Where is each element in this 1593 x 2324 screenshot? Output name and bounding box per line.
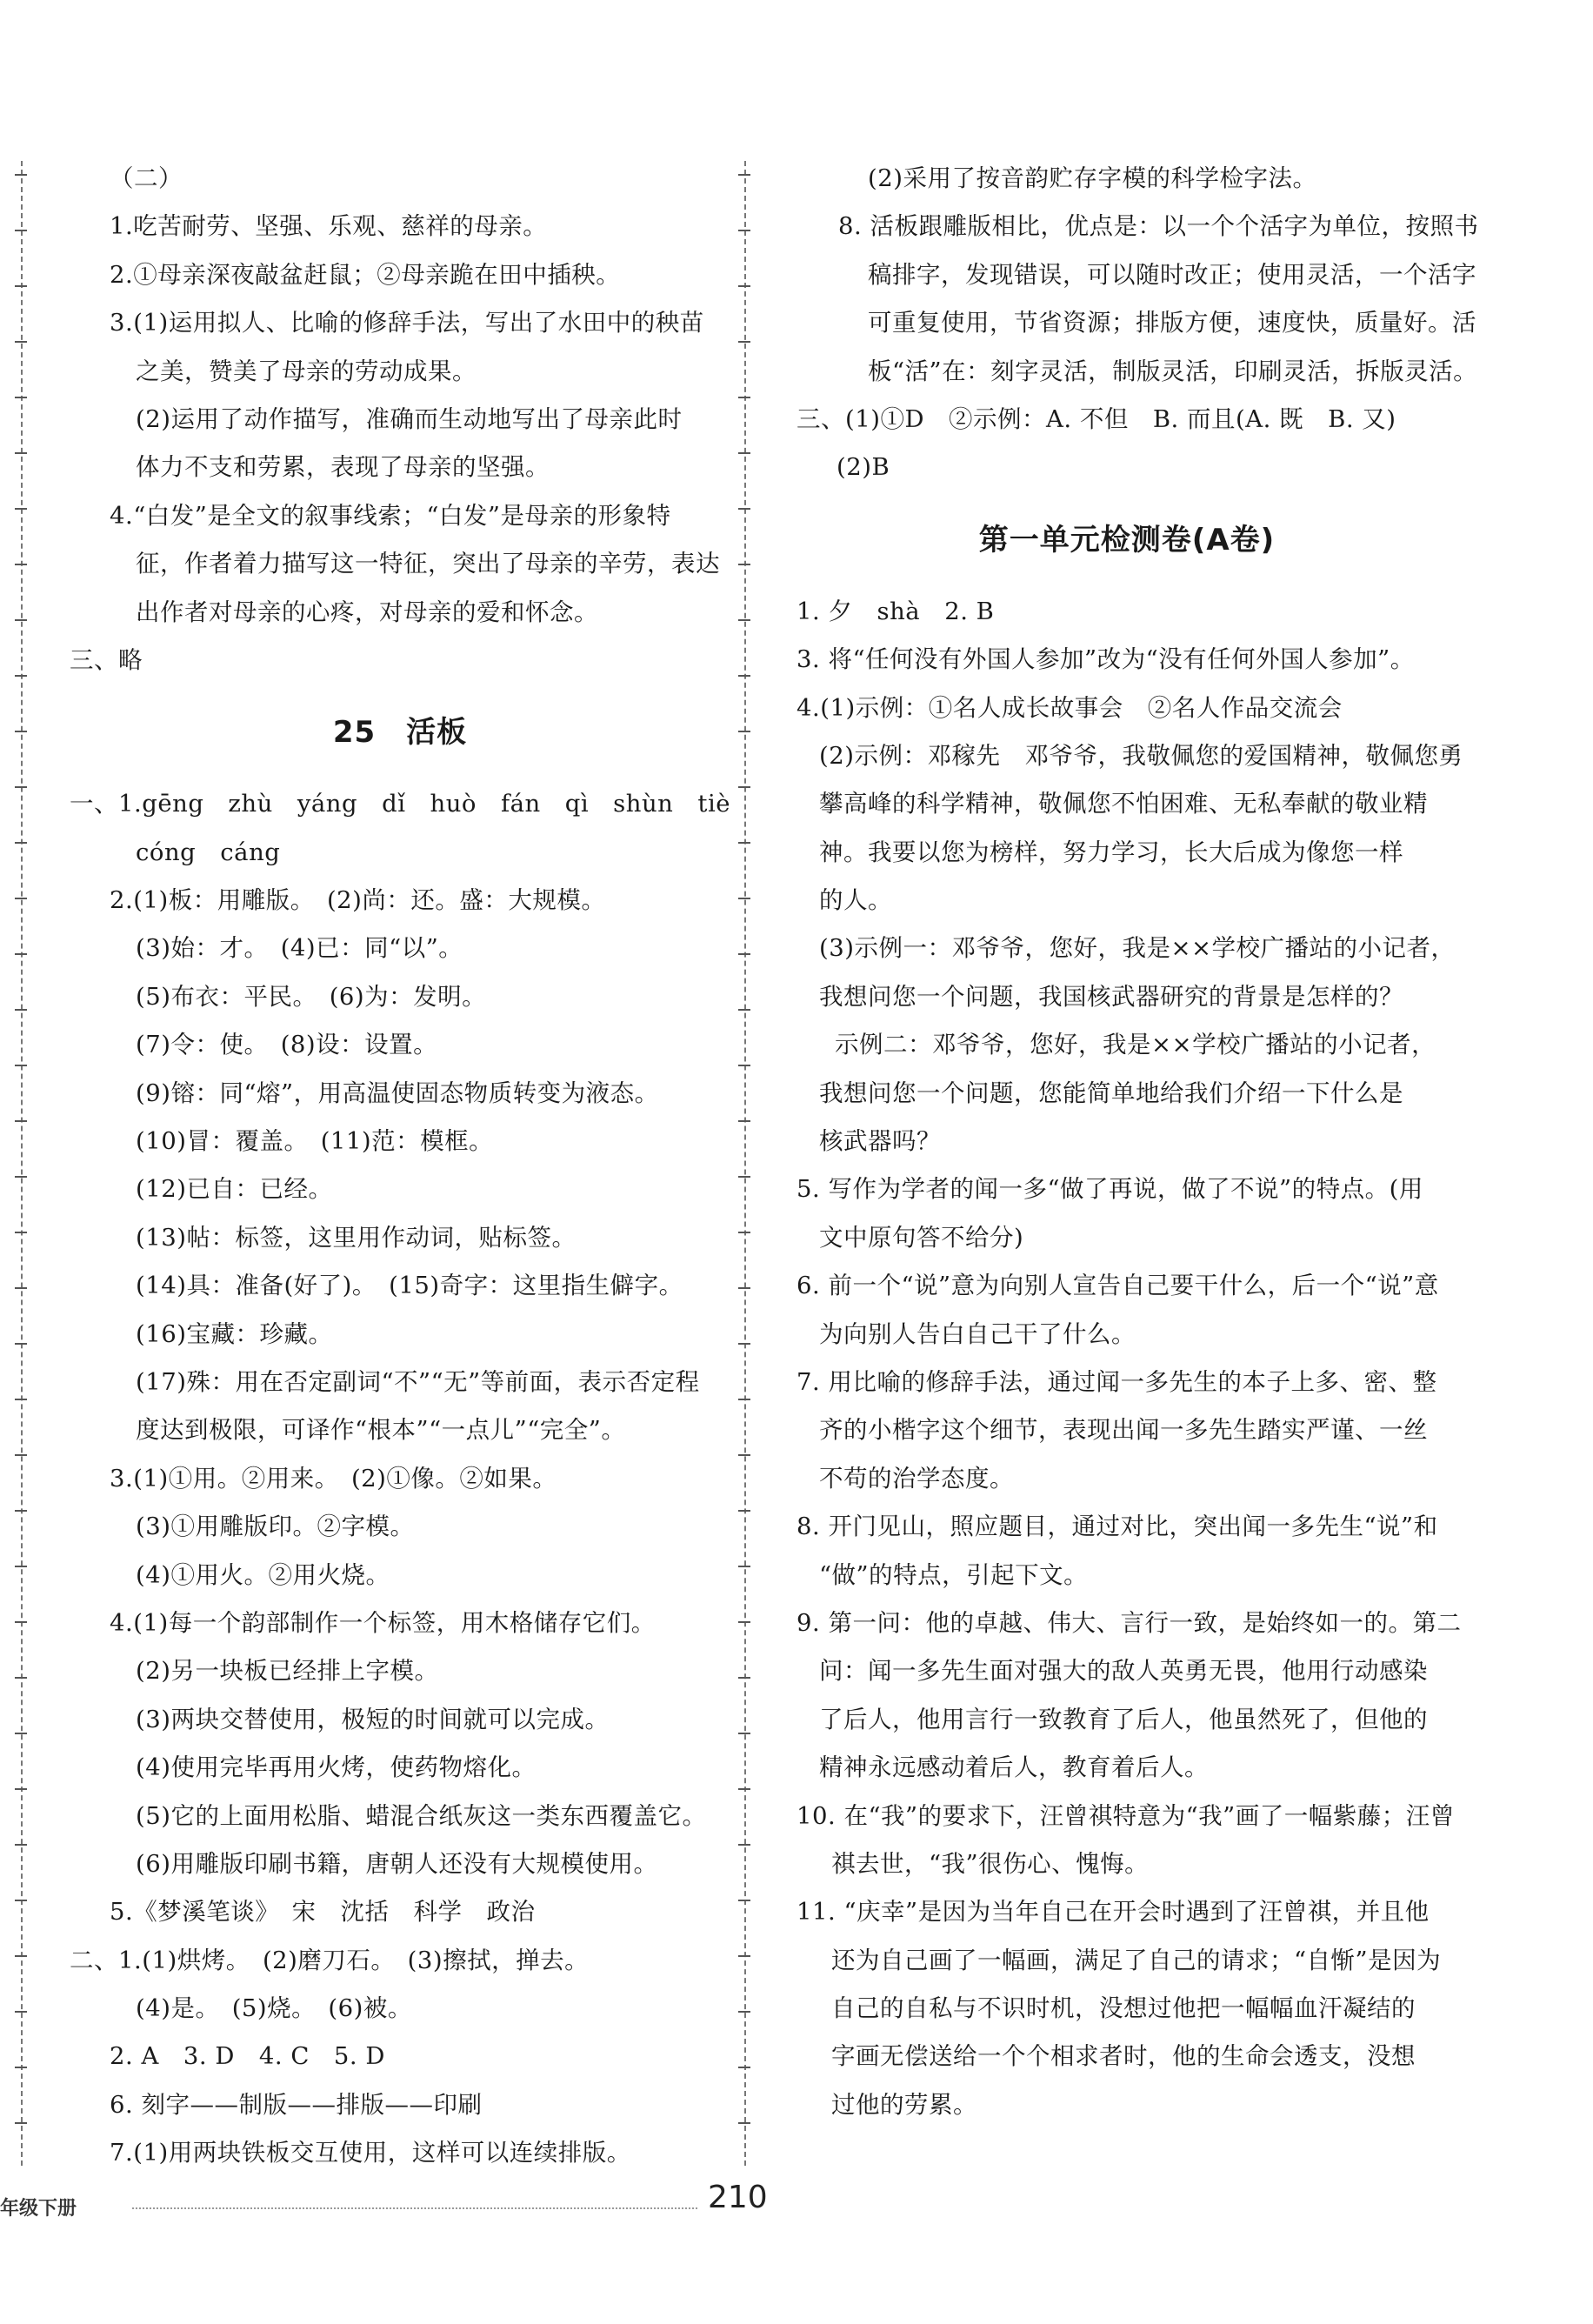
text-line: 攀高峰的科学精神，敬佩您不怕困难、无私奉献的敬业精 [819, 790, 1428, 818]
text-line: 可重复使用，节省资源；排版方便，速度快，质量好。活 [868, 309, 1476, 337]
cut-mark-tick [15, 2122, 27, 2124]
cut-mark-tick [738, 1287, 750, 1289]
cut-mark-tick [738, 174, 750, 176]
cut-mark-tick [15, 1454, 27, 1456]
text-line: 二、1.(1)烘烤。 (2)磨刀石。 (3)擦拭，掸去。 [70, 1946, 590, 1974]
right-column [796, 155, 1479, 2129]
cut-mark-tick [15, 1176, 27, 1178]
text-line: 2.(1)板：用雕版。 (2)尚：还。盛：大规模。 [110, 886, 606, 915]
cut-mark-tick [15, 1399, 27, 1400]
cut-mark-tick [738, 1065, 750, 1066]
page-number: 210 [708, 2180, 768, 2215]
text-line: (4)①用火。②用火烧。 [136, 1560, 390, 1589]
cut-mark-tick [15, 397, 27, 398]
cut-mark-tick [738, 898, 750, 899]
text-line: (16)宝藏：珍藏。 [136, 1319, 333, 1348]
text-line: 10. 在“我”的要求下，汪曾祺特意为“我”画了一幅紫藤；汪曾 [796, 1801, 1455, 1830]
cut-mark-tick [738, 1510, 750, 1512]
text-line: 体力不支和劳累，表现了母亲的坚强。 [136, 453, 550, 482]
cut-mark-tick [15, 1232, 27, 1233]
cut-mark-tick [15, 174, 27, 176]
text-line: 度达到极限，可译作“根本”“一点儿”“完全”。 [136, 1416, 626, 1445]
left-column [70, 155, 730, 2178]
text-line: 板“活”在：刻字灵活，制版灵活，印刷灵活，拆版灵活。 [868, 357, 1478, 385]
text-line: (14)具：准备(好了)。 (15)奇字：这里指生僻字。 [136, 1272, 683, 1300]
text-line: (10)冒：覆盖。 (11)范：模框。 [136, 1127, 494, 1156]
cut-mark-tick [738, 1955, 750, 1957]
cut-mark-tick [15, 786, 27, 788]
text-line: 征，作者着力描写这一特征，突出了母亲的辛劳，表达 [136, 550, 720, 578]
cut-mark-tick [15, 285, 27, 287]
text-line: 我想问您一个问题，您能简单地给我们介绍一下什么是 [819, 1079, 1403, 1107]
text-line: 为向别人告白自己干了什么。 [819, 1319, 1136, 1348]
cut-mark-tick [15, 1733, 27, 1734]
text-line: 过他的劳累。 [831, 2090, 977, 2119]
text-line: (7)令：使。 (8)设：设置。 [136, 1031, 438, 1059]
binding-cut-mark-left [21, 161, 23, 2166]
cut-mark-tick [738, 2067, 750, 2068]
cut-mark-tick [15, 2067, 27, 2068]
cut-mark-tick [15, 619, 27, 621]
cut-mark-tick [738, 285, 750, 287]
text-line: “做”的特点，引起下文。 [819, 1560, 1089, 1589]
text-line: 2.①母亲深夜敲盆赶鼠；②母亲跪在田中插秧。 [110, 260, 621, 289]
text-line: (2)B [836, 453, 890, 482]
cut-mark-tick [15, 1343, 27, 1345]
cut-mark-tick [738, 2122, 750, 2124]
text-line: (3)示例一：邓爷爷，您好，我是××学校广播站的小记者， [819, 934, 1456, 963]
text-line: (3)两块交替使用，极短的时间就可以完成。 [136, 1705, 610, 1733]
text-line: 7.(1)用两块铁板交互使用，这样可以连续排版。 [110, 2139, 631, 2167]
text-line: (13)帖：标签，这里用作动词，贴标签。 [136, 1223, 577, 1252]
text-line: (3)①用雕版印。②字模。 [136, 1513, 415, 1541]
cut-mark-tick [15, 1065, 27, 1066]
text-line: （二） [110, 164, 183, 192]
text-line: 3.(1)运用拟人、比喻的修辞手法，写出了水田中的秧苗 [110, 309, 704, 337]
cut-mark-tick [738, 619, 750, 621]
cut-mark-tick [738, 1733, 750, 1734]
text-line: (2)采用了按音韵贮存字模的科学检字法。 [868, 164, 1317, 192]
text-line: 11. “庆幸”是因为当年自己在开会时遇到了汪曾祺，并且他 [796, 1898, 1430, 1927]
text-line: 我想问您一个问题，我国核武器研究的背景是怎样的？ [819, 982, 1403, 1011]
cut-mark-tick [15, 842, 27, 844]
text-line: (17)殊：用在否定副词“不”“无”等前面，表示否定程 [136, 1367, 700, 1396]
cut-mark-tick [15, 1287, 27, 1289]
cut-mark-tick [15, 564, 27, 565]
cut-mark-tick [738, 1788, 750, 1790]
cut-mark-tick [15, 1009, 27, 1011]
text-line: 核武器吗？ [819, 1127, 941, 1156]
text-line: 1.吃苦耐劳、坚强、乐观、慈祥的母亲。 [110, 212, 548, 241]
cut-mark-tick [15, 1510, 27, 1512]
cut-mark-tick [738, 1176, 750, 1178]
text-line: 示例二：邓爷爷，您好，我是××学校广播站的小记者， [835, 1031, 1436, 1059]
text-line: 三、略 [70, 645, 143, 674]
cut-mark-tick [738, 786, 750, 788]
text-line: (12)已自：已经。 [136, 1175, 333, 1204]
cut-mark-tick [15, 1788, 27, 1790]
text-line: 了后人，他用言行一致教育了后人，他虽然死了，但他的 [819, 1705, 1428, 1733]
cut-mark-tick [15, 1955, 27, 1957]
cut-mark-tick [738, 1566, 750, 1567]
cut-mark-tick [738, 1844, 750, 1846]
text-line: (2)另一块板已经排上字模。 [136, 1657, 439, 1686]
text-line: (2)运用了动作描写，准确而生动地写出了母亲此时 [136, 404, 683, 433]
text-line: 3.(1)①用。②用来。 (2)①像。②如果。 [110, 1464, 557, 1493]
text-line: 4.(1)示例：①名人成长故事会 ②名人作品交流会 [796, 693, 1343, 722]
text-line: 6. 刻字——制版——排版——印刷 [110, 2090, 483, 2119]
cut-mark-tick [15, 1566, 27, 1567]
text-line: 4.(1)每一个韵部制作一个标签，用木格储存它们。 [110, 1608, 656, 1637]
cut-mark-tick [15, 731, 27, 732]
text-line: 齐的小楷字这个细节，表现出闻一多先生踏实严谨、一丝 [819, 1416, 1428, 1445]
text-line: 字画无偿送给一个个相求者时，他的生命会透支，没想 [831, 2042, 1416, 2071]
text-line: 祺去世，“我”很伤心、愧悔。 [831, 1849, 1150, 1878]
cut-mark-tick [738, 1900, 750, 1901]
grade-label: 年级下册 [0, 2198, 77, 2220]
text-line: 3. 将“任何没有外国人参加”改为“没有任何外国人参加”。 [796, 645, 1415, 674]
cut-mark-tick [15, 341, 27, 343]
text-line: 之美，赞美了母亲的劳动成果。 [136, 357, 477, 385]
cut-mark-tick [738, 675, 750, 677]
binding-cut-mark-center [744, 161, 746, 2166]
cut-mark-tick [15, 1120, 27, 1122]
text-line: 2. A 3. D 4. C 5. D [110, 2042, 385, 2071]
cut-mark-tick [738, 397, 750, 398]
text-line: (9)镕：同“熔”，用高温使固态物质转变为液态。 [136, 1079, 659, 1107]
text-line: (2)示例：邓稼先 邓爷爷，我敬佩您的爱国精神，敬佩您勇 [819, 741, 1463, 770]
text-line: 5.《梦溪笔谈》 宋 沈括 科学 政治 [110, 1898, 536, 1927]
cut-mark-tick [738, 1454, 750, 1456]
cut-mark-tick [738, 1009, 750, 1011]
text-line: 8. 开门见山，照应题目，通过对比，突出闻一多先生“说”和 [796, 1513, 1438, 1541]
cut-mark-tick [738, 230, 750, 231]
cut-mark-tick [738, 731, 750, 732]
cut-mark-tick [15, 1900, 27, 1901]
text-line: 7. 用比喻的修辞手法，通过闻一多先生的本子上多、密、整 [796, 1367, 1437, 1396]
text-line: 精神永远感动着后人，教育着后人。 [819, 1753, 1209, 1782]
cut-mark-tick [738, 452, 750, 454]
cut-mark-tick [738, 341, 750, 343]
text-line: 1. 夕 shà 2. B [796, 597, 995, 625]
text-line: 文中原句答不给分) [819, 1223, 1024, 1252]
text-line: 不苟的治学态度。 [819, 1464, 1014, 1493]
cut-mark-tick [738, 2011, 750, 2013]
cut-mark-tick [15, 230, 27, 231]
section-title: 第一单元检测卷(A卷) [978, 522, 1276, 558]
cut-mark-tick [738, 564, 750, 565]
text-line: (4)是。 (5)烧。 (6)被。 [136, 1994, 412, 2023]
text-line: (4)使用完毕再用火烤，使药物熔化。 [136, 1753, 537, 1782]
text-line: 三、(1)①D ②示例：A. 不但 B. 而且(A. 既 B. 又) [796, 404, 1396, 433]
cut-mark-tick [15, 1677, 27, 1679]
text-line: 6. 前一个“说”意为向别人宣告自己要干什么，后一个“说”意 [796, 1272, 1439, 1300]
cut-mark-tick [15, 953, 27, 955]
cut-mark-tick [15, 1844, 27, 1846]
text-line: 9. 第一问：他的卓越、伟大、言行一致，是始终如一的。第二 [796, 1608, 1462, 1637]
text-line: (6)用雕版印刷书籍，唐朝人还没有大规模使用。 [136, 1849, 658, 1878]
text-line: 问：闻一多先生面对强大的敌人英勇无畏，他用行动感染 [819, 1657, 1428, 1686]
text-line: (3)始：才。 (4)已：同“以”。 [136, 934, 463, 963]
text-line: 出作者对母亲的心疼，对母亲的爱和怀念。 [136, 598, 598, 626]
text-line: 4.“白发”是全文的叙事线索；“白发”是母亲的形象特 [110, 501, 671, 530]
cut-mark-tick [738, 1677, 750, 1679]
footer-dotted-rule [132, 2207, 697, 2209]
cut-mark-tick [738, 842, 750, 844]
cut-mark-tick [738, 508, 750, 510]
cut-mark-tick [738, 1399, 750, 1400]
cut-mark-tick [738, 1621, 750, 1623]
cut-mark-tick [15, 508, 27, 510]
text-line: 还为自己画了一幅画，满足了自己的请求；“自惭”是因为 [831, 1946, 1442, 1974]
section-title: 25 活板 [332, 715, 468, 751]
cut-mark-tick [738, 1232, 750, 1233]
text-line: 8. 活板跟雕版相比，优点是：以一个个活字为单位，按照书 [838, 212, 1479, 241]
text-line: 一、1.gēng zhù yáng dǐ huò fán qì shùn tiè [70, 790, 731, 818]
cut-mark-tick [15, 675, 27, 677]
text-line: 神。我要以您为榜样，努力学习，长大后成为像您一样 [819, 838, 1403, 866]
cut-mark-tick [738, 1343, 750, 1345]
text-line: (5)布衣：平民。 (6)为：发明。 [136, 982, 487, 1011]
cut-mark-tick [15, 1621, 27, 1623]
text-line: 5. 写作为学者的闻一多“做了再说，做了不说”的特点。(用 [796, 1175, 1423, 1204]
text-line: 自己的自私与不识时机，没想过他把一幅幅血汗凝结的 [831, 1994, 1416, 2023]
cut-mark-tick [15, 898, 27, 899]
cut-mark-tick [15, 2011, 27, 2013]
text-line: 稿排字，发现错误，可以随时改正；使用灵活，一个活字 [868, 260, 1476, 289]
cut-mark-tick [738, 1120, 750, 1122]
text-line: 的人。 [819, 886, 892, 915]
cut-mark-tick [738, 953, 750, 955]
cut-mark-tick [15, 452, 27, 454]
text-line: (5)它的上面用松脂、蜡混合纸灰这一类东西覆盖它。 [136, 1801, 707, 1830]
text-line: cóng cáng [136, 838, 281, 866]
